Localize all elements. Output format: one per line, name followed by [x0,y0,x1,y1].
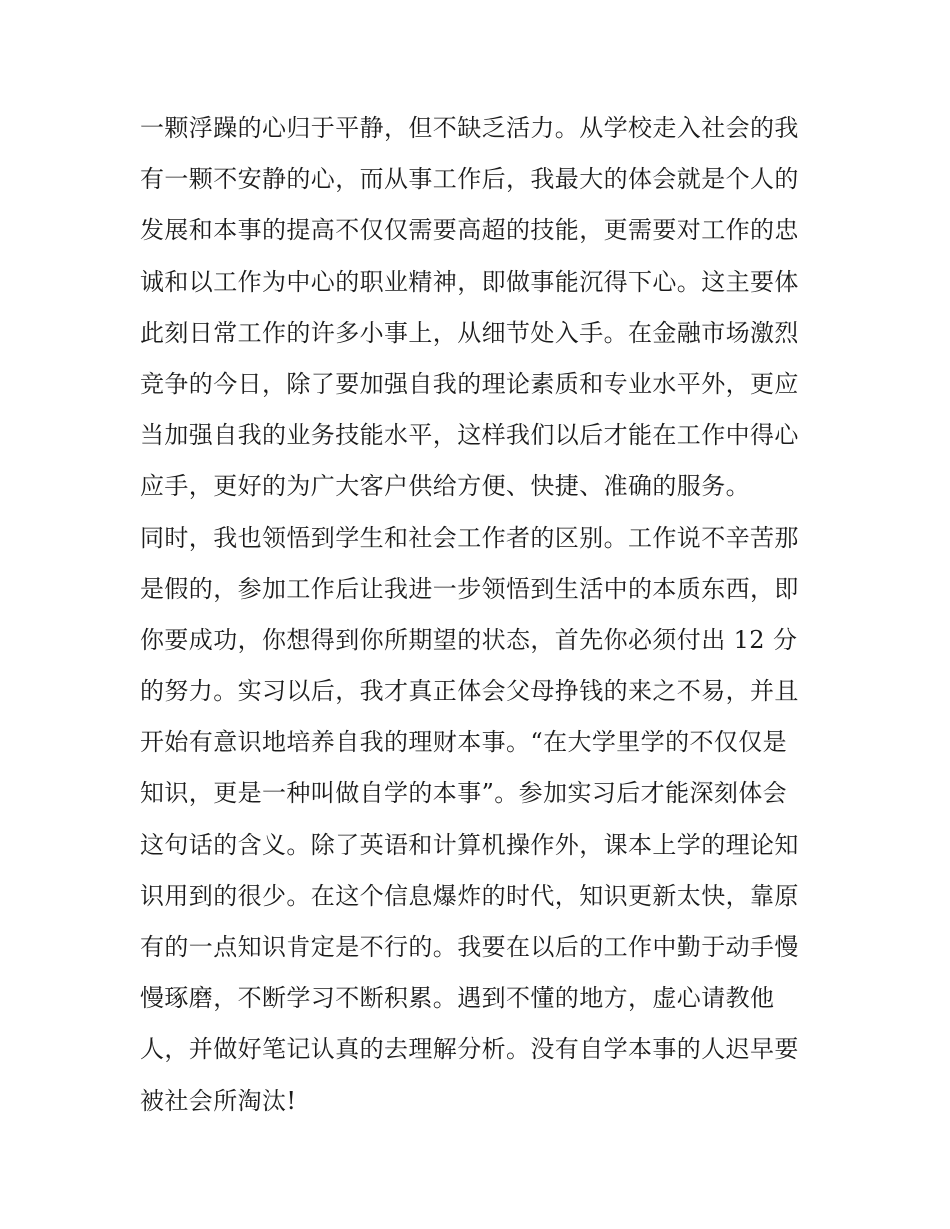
text-line: 当加强自我的业务技能水平，这样我们以后才能在工作中得心 [140,421,799,450]
body-text [140,103,815,1127]
text-line: 的努力。实习以后，我才真正体会父母挣钱的来之不易，并且 [140,677,799,706]
text-line: 识用到的很少。在这个信息爆炸的时代，知识更新太快，靠原 [140,881,799,910]
text-line: 你要成功，你想得到你所期望的状态，首先你必须付出 12 分 [140,625,798,654]
text-line: 有的一点知识肯定是不行的。我要在以后的工作中勤于动手慢 [140,933,799,961]
text-line: 是假的，参加工作后让我进一步领悟到生活中的本质东西，即 [140,574,799,603]
text-line: 开始有意识地培养自我的理财本事。“在大学里学的不仅仅是 [140,728,788,757]
text-line: 同时，我也领悟到学生和社会工作者的区别。工作说不辛苦那 [140,523,799,552]
text-line: 竞争的今日，除了要加强自我的理论素质和专业水平外，更应 [140,369,799,398]
text-line: 应手，更好的为广大客户供给方便、快捷、准确的服务。 [140,472,750,501]
text-line: 人，并做好笔记认真的去理解分析。没有自学本事的人迟早要 [140,1035,799,1064]
text-line: 被社会所淘汰! [140,1086,297,1115]
text-line: 诚和以工作为中心的职业精神，即做事能沉得下心。这主要体 [140,267,799,296]
text-line: 有一颗不安静的心，而从事工作后，我最大的体会就是个人的 [140,165,799,194]
text-line: 一颗浮躁的心归于平静，但不缺乏活力。从学校走入社会的我 [140,114,799,142]
text-line: 此刻日常工作的许多小事上，从细节处入手。在金融市场激烈 [140,318,799,347]
text-line: 慢琢磨，不断学习不断积累。遇到不懂的地方，虚心请教他 [140,984,775,1013]
text-line: 发展和本事的提高不仅仅需要高超的技能，更需要对工作的忠 [140,216,799,245]
text-line: 这句话的含义。除了英语和计算机操作外，课本上学的理论知 [140,830,799,859]
text-line: 知识，更是一种叫做自学的本事”。参加实习后才能深刻体会 [140,779,788,808]
